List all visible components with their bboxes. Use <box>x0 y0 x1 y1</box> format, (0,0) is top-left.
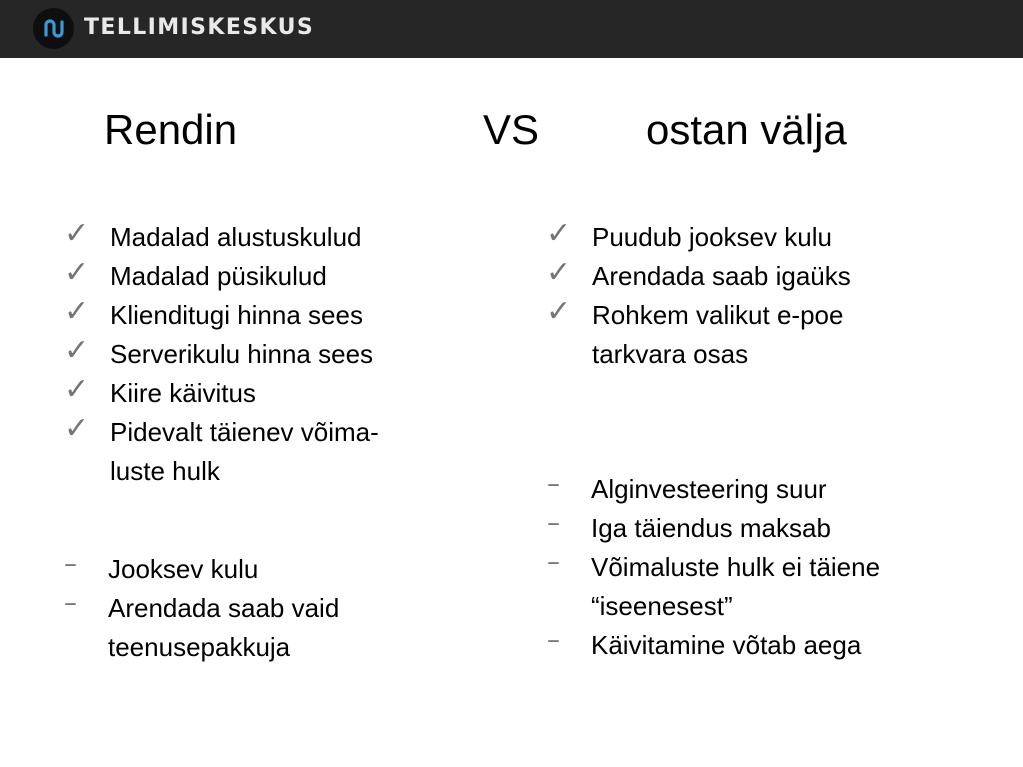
rent-con-continuation <box>62 628 339 667</box>
heading-versus: VS <box>483 106 540 153</box>
rent-pro-text: Kiire käivitus <box>110 378 256 408</box>
buy-con-text: Võimaluste hulk ei täiene <box>591 552 881 582</box>
logo-icon <box>33 8 74 49</box>
rent-pro-text: luste hulk <box>110 456 220 486</box>
rent-con-text: Arendada saab vaid <box>108 593 340 623</box>
rent-pro-text: Serverikulu hinna sees <box>110 339 374 369</box>
rent-pro-item <box>64 296 379 335</box>
rent-pro-item <box>64 218 379 257</box>
rent-pro-text: Pidevalt täienev võima- <box>110 417 379 447</box>
dash-icon: – <box>64 549 77 579</box>
rent-con-item <box>62 589 339 628</box>
check-icon: ✓ <box>546 294 572 329</box>
check-icon: ✓ <box>64 411 90 446</box>
check-icon: ✓ <box>546 216 572 251</box>
buy-pro-item <box>546 257 851 296</box>
rent-pro-text: Madalad alustuskulud <box>110 222 362 252</box>
rent-pro-continuation <box>64 452 379 491</box>
heading-rent: Rendin <box>104 106 238 153</box>
buy-pro-text: Puudub jooksev kulu <box>592 222 832 252</box>
buy-pro-text: Rohkem valikut e-poe <box>592 300 844 330</box>
buy-con-item <box>545 509 880 548</box>
check-icon: ✓ <box>64 333 90 368</box>
buy-con-continuation <box>545 587 880 626</box>
rent-pro-item <box>64 335 379 374</box>
brand-header-bar <box>0 0 1023 58</box>
heading-buy: ostan välja <box>646 106 847 153</box>
buy-pros-list <box>546 218 851 374</box>
dash-icon: – <box>547 508 560 538</box>
buy-pro-item <box>546 296 851 335</box>
buy-con-text: Käivitamine võtab aega <box>591 630 862 660</box>
buy-pro-continuation <box>546 335 851 374</box>
rent-pro-item <box>64 257 379 296</box>
rent-pros-list <box>64 218 379 491</box>
rent-pro-item <box>64 413 379 452</box>
buy-cons-list <box>545 470 880 665</box>
check-icon: ✓ <box>546 255 572 290</box>
buy-con-text: “iseenesest” <box>591 591 733 621</box>
rent-cons-list <box>62 550 339 667</box>
rent-pro-text: Madalad püsikulud <box>110 261 327 291</box>
dash-icon: – <box>64 588 77 618</box>
check-icon: ✓ <box>64 294 90 329</box>
buy-con-item <box>545 548 880 587</box>
dash-icon: – <box>547 547 560 577</box>
buy-con-text: Iga täiendus maksab <box>591 513 831 543</box>
buy-con-item <box>545 626 880 665</box>
buy-pro-item <box>546 218 851 257</box>
check-icon: ✓ <box>64 216 90 251</box>
dash-icon: – <box>547 469 560 499</box>
buy-con-item <box>545 470 880 509</box>
dash-icon: – <box>547 625 560 655</box>
brand-name: TELLIMISKESKUS <box>84 15 315 40</box>
check-icon: ✓ <box>64 372 90 407</box>
check-icon: ✓ <box>64 255 90 290</box>
buy-pro-text: tarkvara osas <box>592 339 749 369</box>
rent-con-text: Jooksev kulu <box>108 554 259 584</box>
rent-con-item <box>62 550 339 589</box>
buy-pro-text: Arendada saab igaüks <box>592 261 851 291</box>
rent-con-text: teenusepakkuja <box>108 632 291 662</box>
rent-pro-text: Klienditugi hinna sees <box>110 300 363 330</box>
buy-con-text: Alginvesteering suur <box>591 474 827 504</box>
rent-pro-item <box>64 374 379 413</box>
